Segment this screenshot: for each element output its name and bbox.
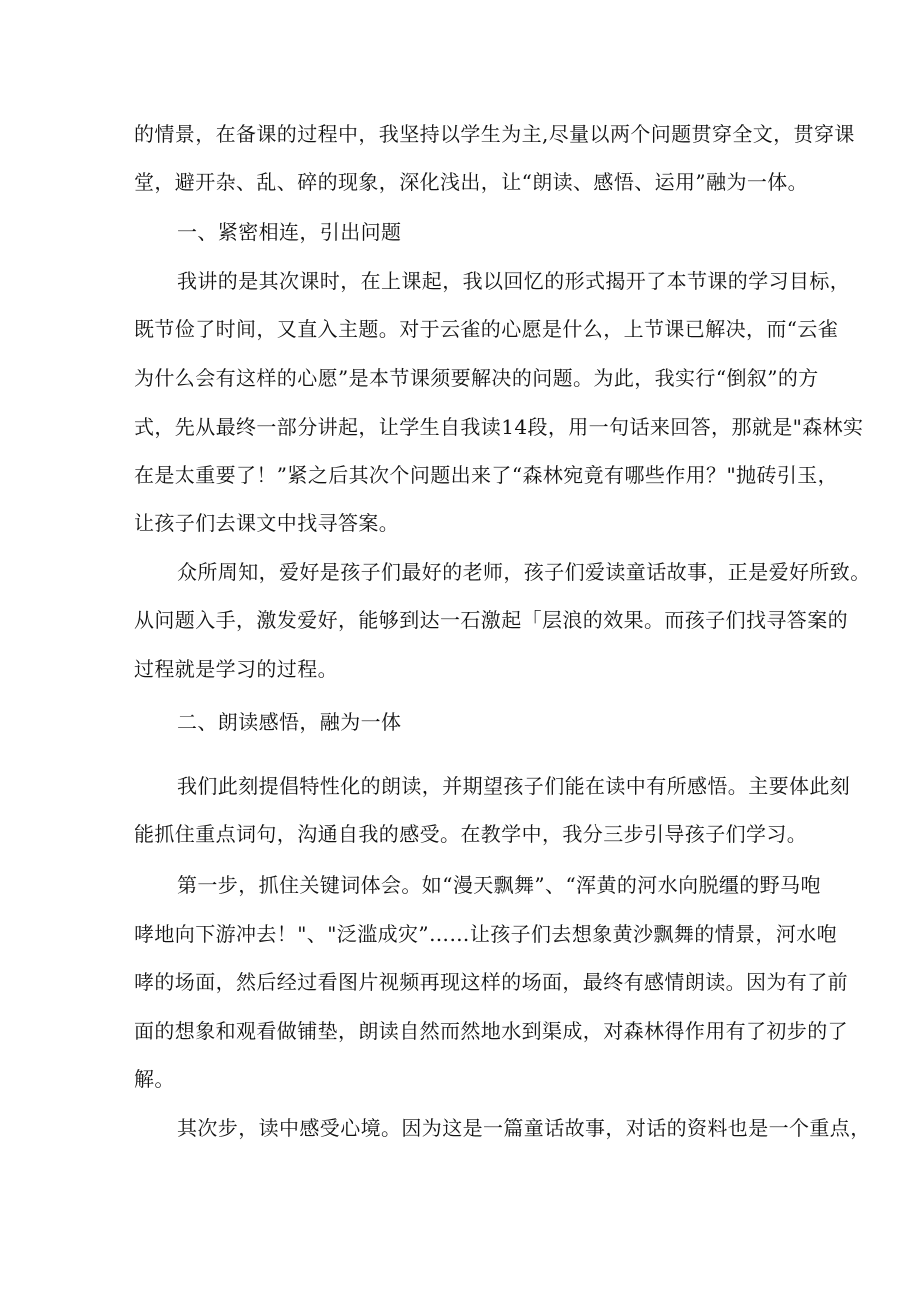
paragraph-line: 从问题入手，激发爱好，能够到达一石激起「层浪的效果。而孩子们找寻答案的 — [134, 608, 848, 632]
paragraph-line: 过程就是学习的过程。 — [134, 657, 338, 681]
paragraph-line: 我讲的是其次课时，在上课起，我以回忆的形式揭开了本节课的学习目标， — [177, 269, 851, 293]
paragraph-line: 解。 — [134, 1067, 175, 1091]
paragraph-line: 面的想象和观看做铺垫，朗读自然而然地水到渠成，对森林得作用有了初步的了 — [134, 1019, 848, 1043]
paragraph-line: 哮的场面，然后经过看图片视频再现这样的场面，最终有感情朗读。因为有了前 — [134, 970, 848, 994]
paragraph-line: 式，先从最终一部分讲起，让学生自我读14段，用一句话来回答，那就是"森林实 — [134, 415, 864, 439]
paragraph-line: 其次步，读中感受心境。因为这是一篇童话故事，对话的资料也是一个重点， — [177, 1116, 871, 1140]
paragraph-line: 能抓住重点词句，沟通自我的感受。在教学中，我分三步引导孩子们学习。 — [134, 822, 808, 846]
paragraph-line: 哮地向下游冲去！"、"泛滥成灾”……让孩子们去想象黄沙飘舞的情景，河水咆 — [134, 922, 838, 946]
paragraph-line: 既节俭了时间，又直入主题。对于云雀的心愿是什么，上节课已解决，而“云雀 — [134, 317, 839, 341]
paragraph-line: 我们此刻提倡特性化的朗读，并期望孩子们能在读中有所感悟。主要体此刻 — [177, 774, 851, 798]
section-heading: 一、紧密相连，引出问题 — [177, 220, 402, 244]
paragraph-line: 让孩子们去课文中找寻答案。 — [134, 511, 400, 535]
section-heading: 二、朗读感悟，融为一体 — [177, 710, 402, 734]
paragraph-line: 的情景，在备课的过程中，我坚持以学生为主,尽量以两个问题贯穿全文，贯穿课 — [134, 122, 855, 146]
paragraph-line: 堂，避开杂、乱、碎的现象，深化浅出，让“朗读、感悟、运用”融为一体。 — [134, 170, 809, 194]
paragraph-line: 第一步，抓住关键词体会。如“漫天飘舞”、“浑黄的河水向脱缰的野马咆 — [177, 873, 821, 897]
paragraph-line: 在是太重要了！”紧之后其次个问题出来了“森林宛竟有哪些作用？"抛砖引玉， — [134, 463, 839, 487]
paragraph-line: 众所周知，爱好是孩子们最好的老师，孩子们爱读童话故事，正是爱好所致。 — [177, 560, 871, 584]
paragraph-line: 为什么会有这样的心愿”是本节课须要解决的问题。为此，我实行“倒叙”的方 — [134, 366, 819, 390]
